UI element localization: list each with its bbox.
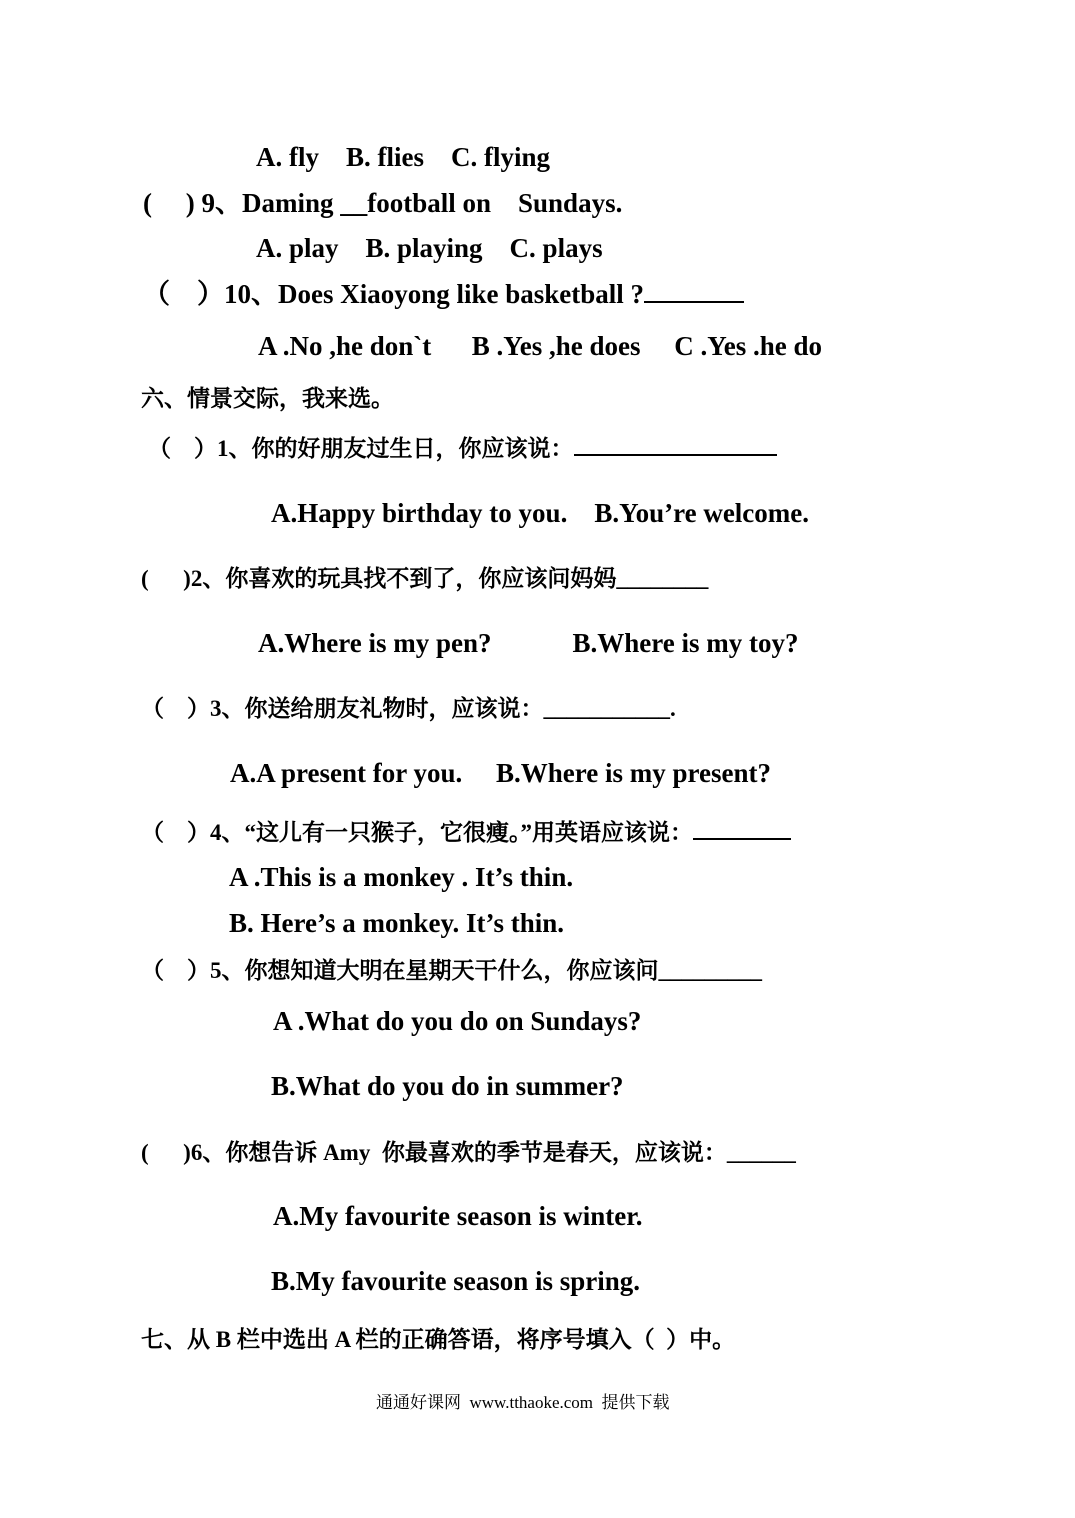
s6q1-stem-wrapper [148,437,777,460]
s6q6-option-b: B.My favourite season is spring. [271,1266,641,1296]
answer-blank [693,838,791,840]
q9-stem: ( ) 9、Daming __football on Sundays. [143,188,623,218]
s6q5-stem: （ ）5、你想知道大明在星期天干什么，你应该问_________ [141,958,762,983]
s6q5-option-a: A .What do you do on Sundays? [273,1006,642,1036]
page-footer: 通通好课网 www.tthaoke.com 提供下载 [376,1393,670,1412]
s6q2-stem: ( )2、你喜欢的玩具找不到了，你应该问妈妈________ [141,566,709,591]
s6q6-stem: ( )6、你想告诉 Amy 你最喜欢的季节是春天，应该说：______ [141,1140,796,1165]
section7-title: 七、从 B 栏中选出 A 栏的正确答语，将序号填入（ ）中。 [141,1327,736,1352]
s6q4-stem: （ ）4、“这儿有一只猴子，它很瘦。”用英语应该说： [141,820,693,845]
s6q3-options: A.A present for you. B.Where is my present? [230,758,771,788]
s6q6-option-a: A.My favourite season is winter. [273,1201,643,1231]
q8-options: A. fly B. flies C. flying [256,142,550,172]
s6q3-stem: （ ）3、你送给朋友礼物时，应该说：___________. [141,696,676,721]
s6q5-option-b: B.What do you do in summer? [271,1071,624,1101]
q9-options: A. play B. playing C. plays [256,233,603,263]
section6-title: 六、情景交际，我来选。 [141,386,394,411]
s6q1-stem: （ ）1、你的好朋友过生日，你应该说： [148,436,574,461]
s6q2-options: A.Where is my pen? B.Where is my toy? [258,628,799,658]
q10-options: A .No ,he don`t B .Yes ,he does C .Yes .he do [258,331,823,361]
s6q4-option-a: A .This is a monkey . It’s thin. [229,862,574,892]
q10-stem-wrapper [143,281,744,308]
answer-blank [574,454,777,456]
q10-stem: （ ）10、Does Xiaoyong like basketball ? [143,279,645,309]
s6q4-stem-wrapper [141,821,791,844]
s6q1-options: A.Happy birthday to you. B.You’re welcome. [271,498,810,528]
answer-blank [644,301,744,303]
s6q4-option-b: B. Here’s a monkey. It’s thin. [229,908,565,938]
